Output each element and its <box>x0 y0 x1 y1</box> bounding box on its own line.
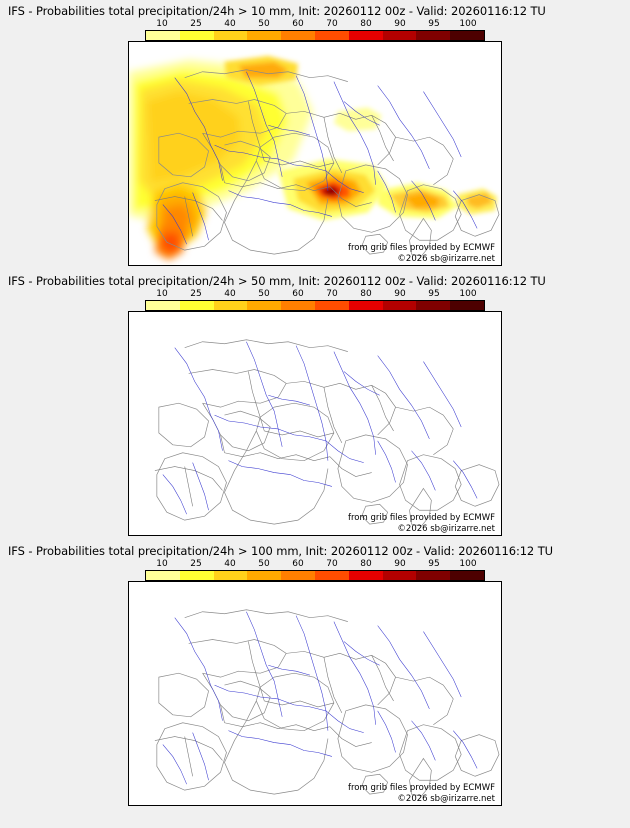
legend-swatch-8 <box>416 301 450 310</box>
panel-title-10mm: IFS - Probabilities total precipitation/24h > 10 mm, Init: 20260112 00z - Valid: 20260116:12 TU <box>8 4 546 18</box>
panel-title-50mm: IFS - Probabilities total precipitation/24h > 50 mm, Init: 20260112 00z - Valid: 20260116:12 TU <box>8 274 546 288</box>
legend-tick-5: 70 <box>326 559 338 569</box>
legend-swatch-7 <box>383 301 417 310</box>
map-credit-copyright: ©2026 sb@irizarre.net <box>397 524 495 534</box>
legend-swatch-6 <box>349 301 383 310</box>
map-credit-source: from grib files provided by ECMWF <box>348 243 495 253</box>
legend-tick-0: 10 <box>156 559 168 569</box>
legend-swatch-4 <box>281 31 315 40</box>
legend-swatch-0 <box>146 571 180 580</box>
legend-tick-9: 100 <box>459 19 477 29</box>
legend-swatch-4 <box>281 571 315 580</box>
legend-tick-3: 50 <box>258 559 270 569</box>
map-canvas-10mm <box>129 42 501 265</box>
legend-ticks-3 <box>145 559 485 570</box>
legend-swatch-3 <box>247 301 281 310</box>
legend-tick-0: 10 <box>156 289 168 299</box>
legend-tick-0: 10 <box>156 19 168 29</box>
panel-10mm <box>0 0 630 266</box>
legend-ticks <box>145 19 485 30</box>
legend-tick-5: 70 <box>326 289 338 299</box>
legend-colorbar-2 <box>145 300 485 311</box>
legend-ticks-2 <box>145 289 485 300</box>
legend-tick-9: 100 <box>459 289 477 299</box>
legend-swatch-5 <box>315 571 349 580</box>
map-10mm[interactable] <box>128 41 502 266</box>
legend-tick-1: 25 <box>190 19 202 29</box>
legend-tick-3: 50 <box>258 289 270 299</box>
legend-swatch-6 <box>349 571 383 580</box>
map-credit-source: from grib files provided by ECMWF <box>348 783 495 793</box>
legend-swatch-5 <box>315 301 349 310</box>
legend-colorbar-3 <box>145 570 485 581</box>
legend-tick-2: 40 <box>224 559 236 569</box>
legend-swatch-8 <box>416 31 450 40</box>
legend-swatch-3 <box>247 571 281 580</box>
legend-swatch-1 <box>180 31 214 40</box>
legend-tick-8: 95 <box>428 559 440 569</box>
map-canvas-50mm <box>129 312 501 535</box>
map-credit-copyright: ©2026 sb@irizarre.net <box>397 794 495 804</box>
panel-title-100mm: IFS - Probabilities total precipitation/24h > 100 mm, Init: 20260112 00z - Valid: 20260116:12 TU <box>8 544 553 558</box>
legend-tick-2: 40 <box>224 19 236 29</box>
legend-10mm <box>145 19 485 41</box>
legend-tick-7: 90 <box>394 19 406 29</box>
legend-swatch-1 <box>180 571 214 580</box>
legend-tick-6: 80 <box>360 289 372 299</box>
legend-swatch-9 <box>450 571 484 580</box>
map-credit-copyright: ©2026 sb@irizarre.net <box>397 254 495 264</box>
map-overlay <box>155 610 499 796</box>
legend-swatch-0 <box>146 31 180 40</box>
map-100mm[interactable] <box>128 581 502 806</box>
legend-swatch-5 <box>315 31 349 40</box>
legend-tick-8: 95 <box>428 19 440 29</box>
legend-100mm <box>145 559 485 581</box>
legend-tick-7: 90 <box>394 559 406 569</box>
legend-swatch-4 <box>281 301 315 310</box>
legend-tick-2: 40 <box>224 289 236 299</box>
legend-tick-4: 60 <box>292 289 304 299</box>
legend-tick-4: 60 <box>292 559 304 569</box>
legend-swatch-6 <box>349 31 383 40</box>
panel-50mm <box>0 270 630 536</box>
legend-tick-1: 25 <box>190 289 202 299</box>
legend-50mm <box>145 289 485 311</box>
legend-swatch-2 <box>214 31 248 40</box>
legend-tick-6: 80 <box>360 19 372 29</box>
legend-tick-8: 95 <box>428 289 440 299</box>
legend-swatch-1 <box>180 301 214 310</box>
legend-tick-4: 60 <box>292 19 304 29</box>
legend-tick-3: 50 <box>258 19 270 29</box>
legend-tick-1: 25 <box>190 559 202 569</box>
legend-swatch-2 <box>214 571 248 580</box>
legend-colorbar <box>145 30 485 41</box>
legend-swatch-7 <box>383 571 417 580</box>
legend-tick-7: 90 <box>394 289 406 299</box>
legend-tick-9: 100 <box>459 559 477 569</box>
legend-swatch-9 <box>450 301 484 310</box>
legend-tick-6: 80 <box>360 559 372 569</box>
map-50mm[interactable] <box>128 311 502 536</box>
panel-100mm <box>0 540 630 806</box>
map-canvas-100mm <box>129 582 501 805</box>
legend-swatch-3 <box>247 31 281 40</box>
legend-tick-5: 70 <box>326 19 338 29</box>
legend-swatch-8 <box>416 571 450 580</box>
legend-swatch-2 <box>214 301 248 310</box>
map-credit-source: from grib files provided by ECMWF <box>348 513 495 523</box>
legend-swatch-7 <box>383 31 417 40</box>
legend-swatch-0 <box>146 301 180 310</box>
legend-swatch-9 <box>450 31 484 40</box>
map-overlay <box>155 340 499 526</box>
